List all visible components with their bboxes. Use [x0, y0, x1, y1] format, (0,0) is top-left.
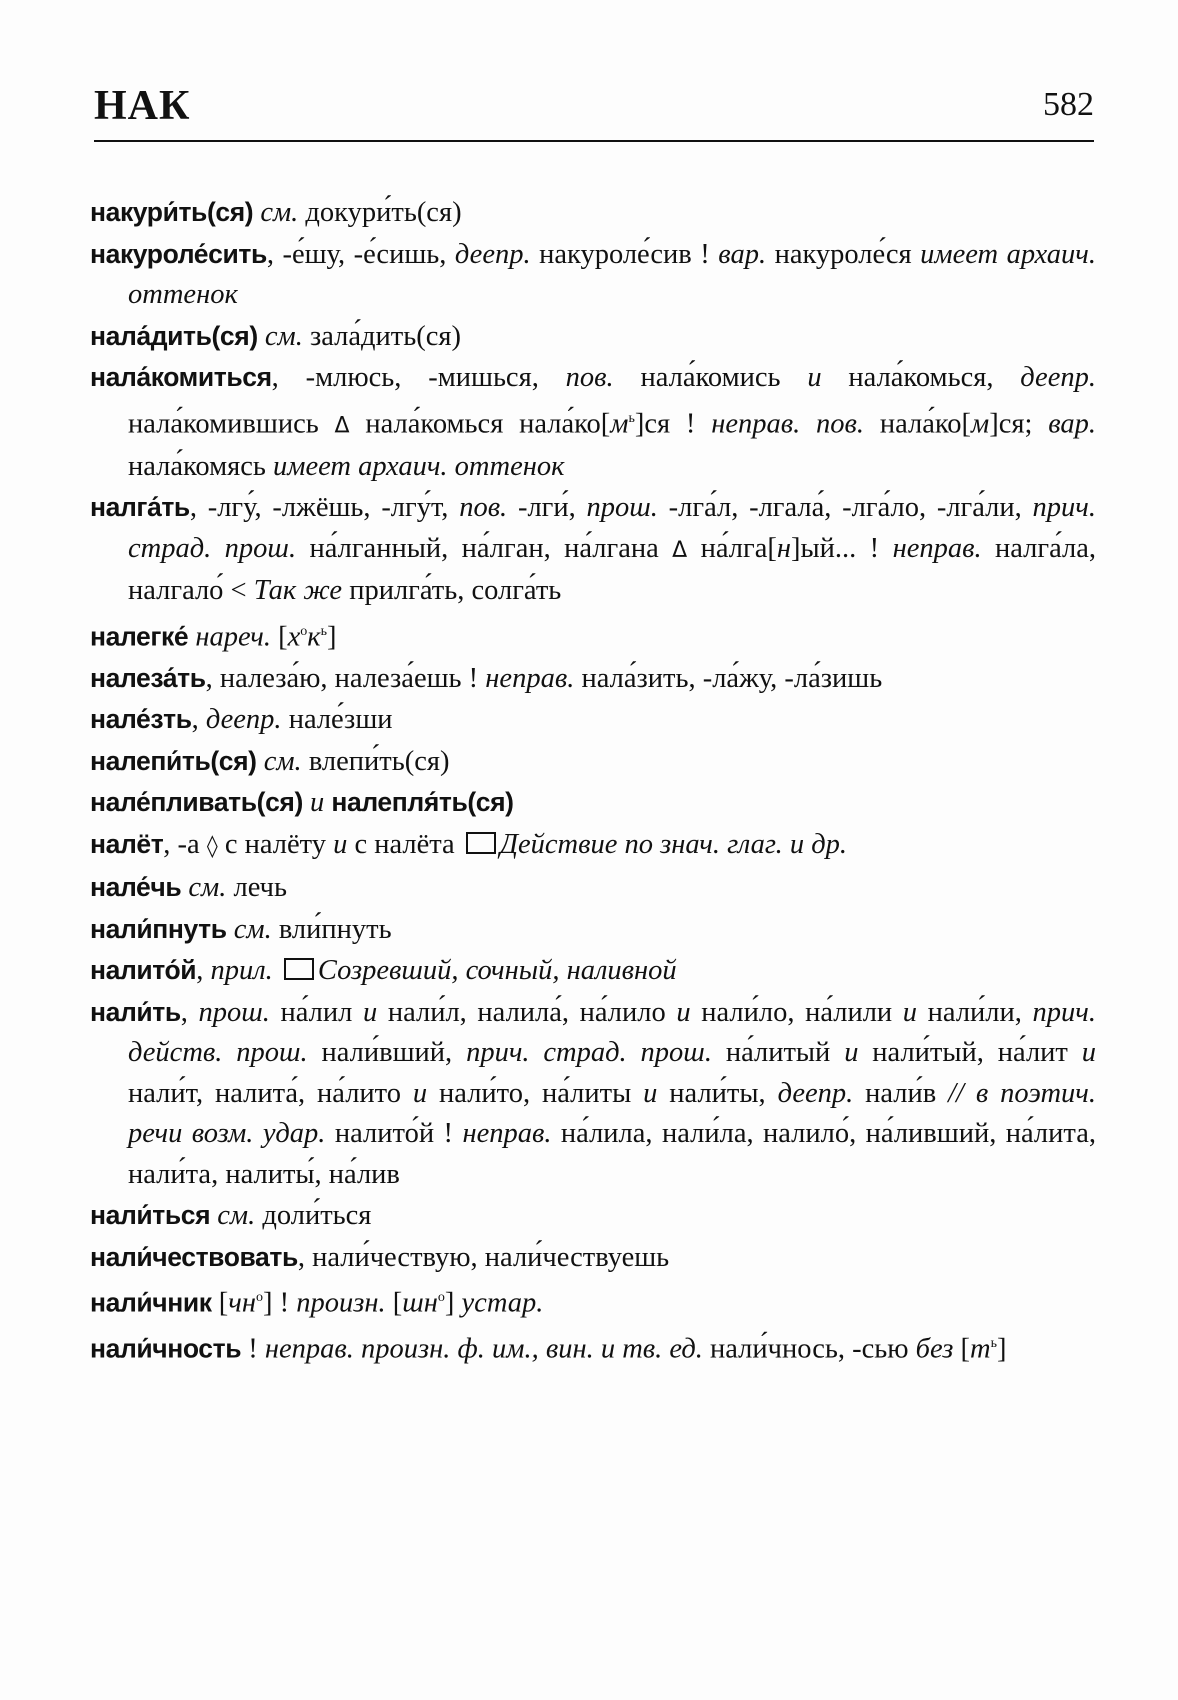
dictionary-entry: [90, 612, 1096, 658]
grammar-label: м: [610, 408, 629, 439]
grammar-label: деепр.: [454, 238, 531, 270]
headword: нале́пливать(ся): [90, 787, 303, 817]
entry-text: на́лга[: [687, 532, 777, 564]
entry-text: налито́й !: [325, 1118, 463, 1149]
entry-text: прилга́ть, солга́ть: [342, 575, 562, 606]
grammar-label: деепр.: [205, 704, 282, 735]
page-header: [94, 78, 1094, 138]
entry-text: [227, 914, 234, 945]
headword: нали́чность: [90, 1333, 242, 1364]
headword: нала́дить(ся): [90, 320, 258, 351]
grammar-label: прил.: [210, 955, 273, 986]
entry-text: нали́вший,: [307, 1037, 467, 1068]
grammar-label: // в поэтич. речи возм. удар.: [128, 1077, 1097, 1149]
entry-text: на́лганный, на́лган, на́лгана: [296, 532, 673, 564]
entry-text: нали́т, налита́, на́лито: [128, 1077, 413, 1109]
entry-text: ]: [327, 621, 337, 652]
grammar-label: деепр.: [777, 1077, 854, 1109]
superscript: ь: [320, 623, 327, 639]
entry-text: нала́комись: [613, 362, 808, 393]
entry-text: вли́пнуть: [271, 913, 392, 945]
grammar-label: произн.: [296, 1287, 386, 1319]
grammar-label: прош.: [586, 492, 658, 523]
grammar-label: устар.: [461, 1287, 544, 1319]
entry-text: нала́комясь: [128, 450, 274, 482]
headword: нале́зть: [90, 704, 192, 734]
entry-text: на́лила, нали́ла, налило́, на́ливший, на́лита, нали́та, налиты́, на́лив: [128, 1118, 1096, 1190]
grammar-label: м: [971, 408, 990, 439]
page-number: 582: [1043, 86, 1094, 123]
grammar-label: и: [333, 828, 348, 860]
grammar-label: т: [970, 1333, 991, 1365]
grammar-label: деепр.: [1020, 362, 1096, 393]
entry-text: нали́в: [853, 1077, 949, 1109]
dictionary-entries: [90, 192, 1096, 1370]
headword: нали́пнуть: [90, 913, 227, 944]
grammar-label: и: [807, 362, 822, 393]
grammar-label: прош.: [198, 996, 270, 1028]
headword: нале́чь: [90, 872, 182, 902]
entry-text: ]ся !: [634, 408, 712, 439]
entry-text: нала́комься нала́ко[: [349, 408, 611, 439]
grammar-label: неправ.: [462, 1118, 552, 1149]
grammar-label: и: [1081, 1037, 1096, 1068]
entry-text: [: [953, 1333, 971, 1365]
entry-text: с налёту: [217, 828, 334, 860]
entry-text: , -е́шу, -е́сишь,: [266, 238, 455, 270]
headword: налга́ть: [90, 492, 190, 522]
entry-text: нали́ли,: [917, 996, 1033, 1028]
header-rule: [94, 140, 1094, 142]
headword-variant: налепля́ть(ся): [331, 787, 514, 817]
entry-text: нали́ло, на́лили: [690, 996, 903, 1028]
grammar-label: см.: [233, 913, 272, 945]
headword: налепи́ть(ся): [90, 745, 257, 776]
entry-text: нали́чнось, -сью: [702, 1333, 916, 1365]
headword: налито́й: [90, 955, 197, 985]
dictionary-entry: [90, 1195, 1096, 1237]
entry-text: [258, 321, 265, 352]
entry-text: -лга́л, -лгала́, -лга́ло, -лга́ли,: [657, 492, 1033, 523]
grammar-label: см.: [263, 745, 302, 777]
grammar-label: и: [362, 996, 378, 1028]
entry-text: !: [241, 1333, 265, 1365]
headword: накури́ть(ся): [90, 197, 254, 227]
grammar-label: к: [307, 621, 321, 652]
dictionary-entry: [90, 192, 1096, 234]
entry-text: , нали́чествую, нали́чествуешь: [297, 1241, 670, 1273]
dictionary-entry: [90, 992, 1096, 1196]
entry-text: [257, 746, 264, 777]
grammar-label: Так же: [253, 575, 343, 606]
grammar-label: имеет архаич. оттенок: [128, 238, 1097, 310]
superscript: о: [300, 623, 308, 639]
headword: накуроле́сить: [90, 238, 267, 269]
entry-text: нали́то, на́литы: [427, 1077, 644, 1109]
grammar-label: и: [676, 996, 691, 1028]
entry-text: ]: [997, 1333, 1007, 1365]
headword: нала́комиться: [90, 362, 272, 392]
triangle-icon: Δ: [334, 413, 350, 438]
dictionary-entry: [90, 909, 1096, 951]
entry-text: , -млюсь, -мишься,: [271, 362, 566, 393]
grammar-label: Действие по знач. глаг. и др.: [499, 828, 848, 860]
entry-text: нала́комившись: [128, 408, 335, 439]
dictionary-entry: [90, 1237, 1096, 1279]
entry-text: ,: [196, 955, 211, 986]
grammar-label: имеет архаич. оттенок: [273, 450, 565, 482]
entry-text: [: [385, 1287, 403, 1319]
entry-text: ,: [191, 704, 206, 735]
superscript: ь: [628, 410, 635, 426]
dictionary-entry: [90, 1324, 1096, 1370]
grammar-label: пов.: [459, 492, 508, 523]
dictionary-entry: [90, 1278, 1096, 1324]
entry-text: нале́зши: [281, 704, 393, 735]
entry-text: нала́зить, -ла́жу, -ла́зишь: [574, 662, 883, 694]
grammar-label: неправ. пов.: [711, 408, 865, 439]
dictionary-entry: [90, 234, 1096, 316]
grammar-label: шн: [402, 1287, 438, 1319]
entry-text: [303, 787, 310, 818]
entry-text: нали́л, налила́, на́лило: [377, 996, 677, 1028]
entry-text: накуроле́ся: [766, 238, 921, 270]
dictionary-entry: [90, 741, 1096, 783]
grammar-label: прич. страд. прош.: [128, 492, 1096, 564]
entry-text: нали́ты,: [657, 1077, 778, 1109]
grammar-label: см.: [188, 872, 227, 903]
diamond-icon: ◊: [206, 833, 218, 859]
entry-text: [: [270, 621, 288, 652]
definition-box-icon: [284, 958, 314, 980]
grammar-label: вар.: [1048, 408, 1096, 439]
entry-text: нали́тый, на́лит: [858, 1037, 1082, 1068]
headword: нали́ться: [90, 1200, 211, 1230]
dictionary-entry: [90, 487, 1096, 612]
entry-text: на́литый: [711, 1037, 845, 1068]
dictionary-entry: [90, 824, 1096, 868]
entry-text: лечь: [226, 872, 287, 903]
entry-text: , налеза́ю, налеза́ешь !: [205, 662, 486, 694]
grammar-label: неправ. произн. ф. им., вин. и тв. ед.: [264, 1333, 703, 1365]
grammar-label: прич. страд. прош.: [466, 1037, 712, 1068]
entry-text: на́лил: [269, 996, 363, 1028]
superscript: о: [256, 1290, 263, 1305]
grammar-label: см.: [217, 1200, 256, 1231]
grammar-label: вар.: [718, 238, 767, 270]
dictionary-entry: [90, 782, 1096, 824]
entry-text: ] !: [263, 1287, 297, 1319]
headword: налёт: [90, 828, 164, 859]
headword: нали́чествовать: [90, 1241, 298, 1272]
grammar-label: н: [776, 532, 791, 564]
headword: налегке́: [90, 621, 189, 651]
grammar-label: и: [310, 787, 325, 818]
superscript: ь: [990, 1336, 997, 1351]
dictionary-entry: [90, 316, 1096, 358]
entry-text: ]ся;: [989, 408, 1049, 439]
grammar-label: см.: [264, 320, 303, 352]
superscript: о: [437, 1290, 445, 1305]
entry-text: ]: [444, 1287, 462, 1319]
dictionary-entry: [90, 699, 1096, 741]
dictionary-entry: [90, 867, 1096, 909]
grammar-label: неправ.: [892, 532, 982, 564]
entry-text: влепи́ть(ся): [301, 745, 450, 777]
grammar-label: и: [643, 1077, 658, 1109]
entry-text: , -лгу́, -лжёшь, -лгу́т,: [189, 492, 460, 523]
entry-text: зала́дить(ся): [302, 320, 461, 352]
grammar-label: х: [287, 621, 301, 652]
entry-text: доли́ться: [255, 1200, 372, 1231]
entry-text: ]ый... !: [791, 532, 893, 564]
grammar-label: пов.: [565, 362, 614, 393]
entry-text: с налёта: [347, 828, 462, 860]
grammar-label: неправ.: [485, 662, 575, 694]
entry-text: докури́ть(ся): [298, 197, 462, 228]
dictionary-entry: [90, 357, 1096, 487]
entry-text: -лги́,: [507, 492, 587, 523]
grammar-label: и: [412, 1077, 428, 1109]
entry-text: накуроле́сив !: [530, 238, 719, 270]
entry-text: налга́ла, налгало́ <: [128, 532, 1096, 606]
dictionary-entry: [90, 950, 1096, 992]
grammar-label: Созревший, сочный, наливной: [317, 955, 677, 986]
grammar-label: см.: [260, 197, 299, 228]
entry-text: [: [211, 1287, 229, 1319]
headword: нали́ть: [90, 996, 181, 1027]
grammar-label: и: [844, 1037, 859, 1068]
dictionary-entry: [90, 658, 1096, 700]
running-head: НАК: [94, 83, 191, 129]
entry-text: ,: [180, 996, 199, 1028]
entry-text: нала́ко[: [864, 408, 972, 439]
grammar-label: без: [915, 1333, 954, 1365]
headword: нали́чник: [90, 1287, 212, 1318]
entry-text: нала́комься,: [821, 362, 1021, 393]
grammar-label: нареч.: [195, 621, 271, 652]
entry-text: [273, 955, 280, 986]
grammar-label: чн: [228, 1287, 256, 1319]
triangle-icon: Δ: [672, 537, 688, 563]
definition-box-icon: [466, 832, 496, 854]
headword: налеза́ть: [90, 662, 206, 693]
grammar-label: прич. действ. прош.: [128, 996, 1096, 1068]
grammar-label: и: [902, 996, 918, 1028]
entry-text: , -а: [163, 828, 207, 860]
